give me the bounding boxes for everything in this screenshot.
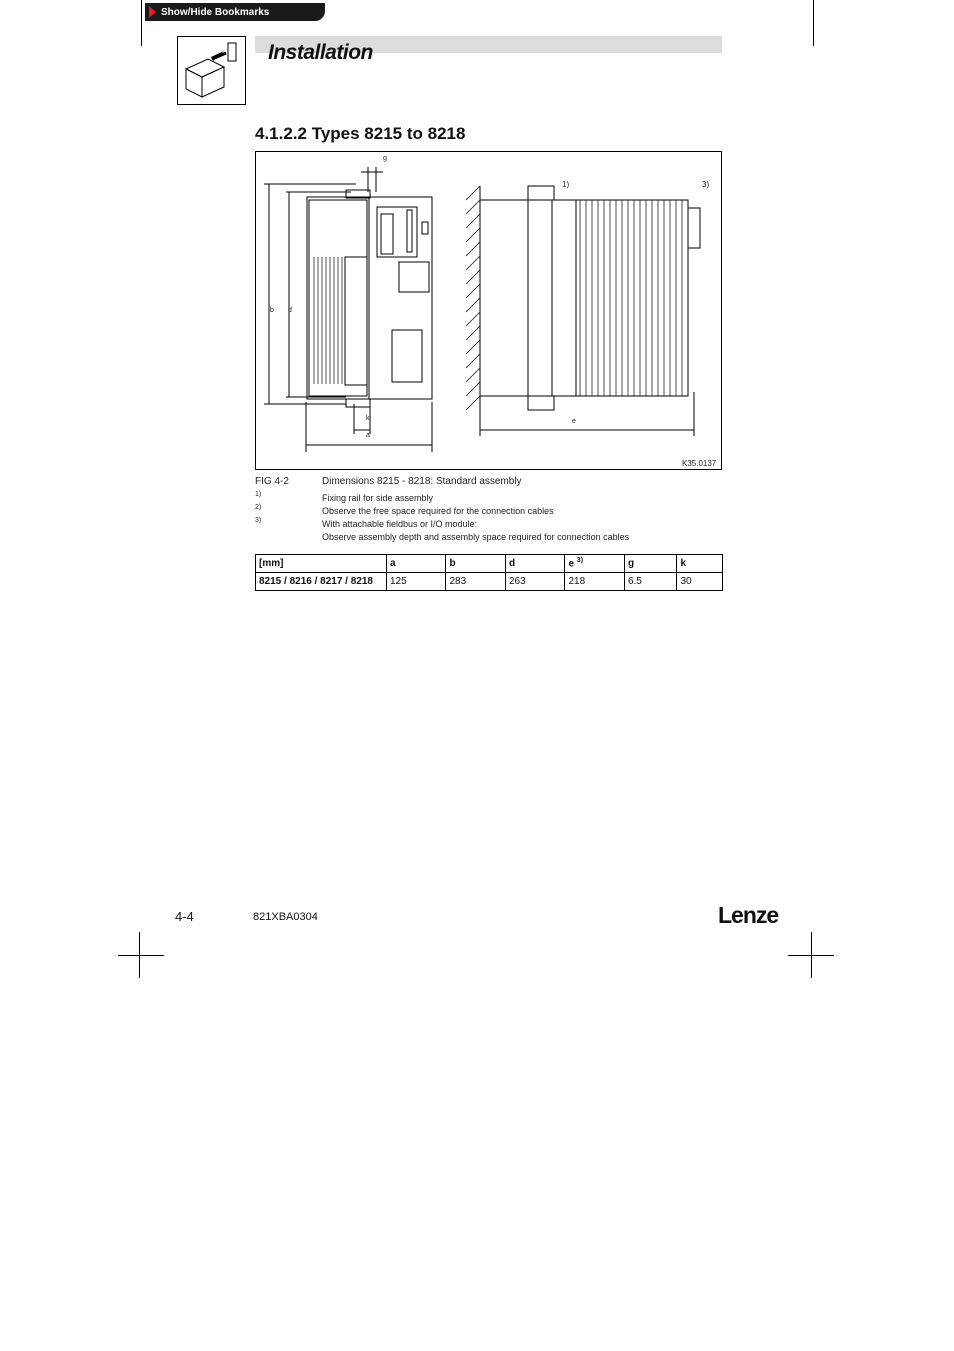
figure-caption-text: Dimensions 8215 - 8218: Standard assembly <box>322 476 522 487</box>
arrow-right-icon <box>149 6 156 18</box>
table-cell: 218 <box>565 573 624 591</box>
table-header-cell: b <box>446 555 505 573</box>
note-mark: 2) <box>255 504 262 511</box>
dim-label-b: b <box>270 307 274 314</box>
header-e: e <box>568 558 575 570</box>
note-3-marker: 3) <box>702 180 710 189</box>
note-mark: 3) <box>255 517 262 524</box>
dim-label-a: a <box>366 432 370 439</box>
document-code: 821XBA0304 <box>253 911 318 923</box>
installation-box-icon <box>177 36 246 105</box>
crop-mark <box>813 0 814 46</box>
page-number: 4-4 <box>175 909 194 924</box>
brand-logo: Lenze <box>718 902 779 928</box>
table-header-cell <box>565 555 624 573</box>
table-header-cell: a <box>387 555 446 573</box>
table-header-cell: d <box>505 555 564 573</box>
table-row <box>256 573 723 591</box>
note-text: Observe assembly depth and assembly space required for connection cables <box>322 532 630 542</box>
header-e-sup: 3) <box>576 557 584 565</box>
figure-caption-label: FIG 4-2 <box>255 476 289 487</box>
table-cell: 6.5 <box>624 573 677 591</box>
page-title: Installation <box>268 41 373 64</box>
dim-label-d: d <box>288 307 292 314</box>
table-cell: 125 <box>387 573 446 591</box>
crop-mark <box>141 0 142 46</box>
note-text: Observe the free space required for the connection cables <box>322 506 554 516</box>
table-cell: 8215 / 8216 / 8217 / 8218 <box>256 573 387 591</box>
dim-label-e: e <box>572 418 576 425</box>
table-header-row <box>256 555 723 573</box>
dim-label-g: g <box>383 155 387 162</box>
show-hide-bookmarks-button[interactable] <box>145 3 325 21</box>
dimensions-table <box>255 554 723 591</box>
table-cell: 283 <box>446 573 505 591</box>
drawing-svg <box>256 152 721 469</box>
section-heading: 4.1.2.2 Types 8215 to 8218 <box>255 124 466 143</box>
note-text: With attachable fieldbus or I/O module: <box>322 519 478 529</box>
note-text: Fixing rail for side assembly <box>322 493 434 503</box>
bookmarks-label: Show/Hide Bookmarks <box>161 6 270 18</box>
crop-mark <box>788 955 834 956</box>
crop-mark <box>118 955 164 956</box>
table-cell: 263 <box>505 573 564 591</box>
note-mark: 1) <box>255 491 262 498</box>
table-header-cell: k <box>677 555 723 573</box>
dimension-drawing <box>255 151 722 470</box>
note-1-marker: 1) <box>562 180 570 189</box>
dim-label-k: k <box>366 415 370 422</box>
table-cell: 30 <box>677 573 723 591</box>
table-header-cell: g <box>624 555 677 573</box>
figure-ref-code: K35.0137 <box>682 459 717 468</box>
table-header-cell: [mm] <box>256 555 387 573</box>
